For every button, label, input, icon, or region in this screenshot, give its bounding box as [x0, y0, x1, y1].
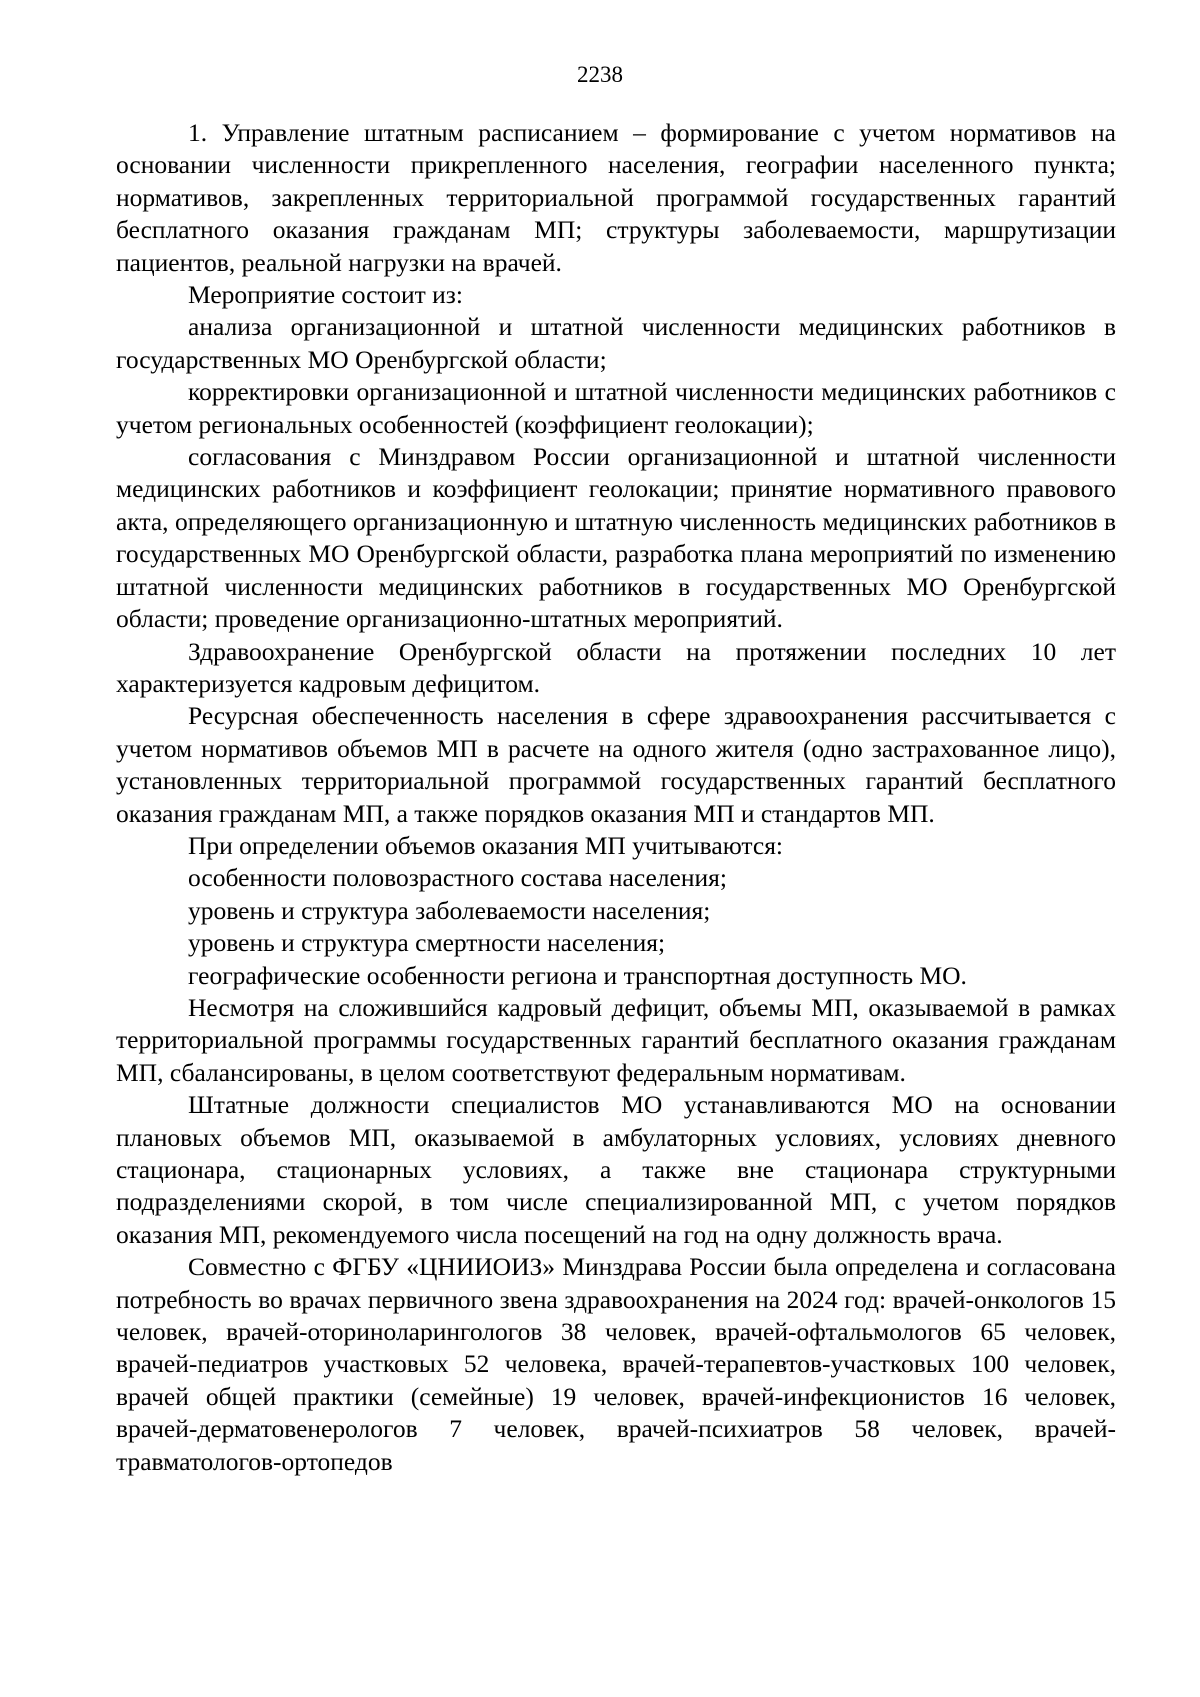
paragraph-volume-factors-intro: При определении объемов оказания МП учитываются:	[188, 830, 784, 860]
paragraph-balanced-volumes: Несмотря на сложившийся кадровый дефицит, объемы МП, оказываемой в рамках территориальной программы государственных гарантий бесплатного оказания гражданам МП, сбалансированы, в целом соответствуют федеральным нормативам.	[116, 992, 1116, 1087]
paragraph-factor-age-sex: особенности половозрастного состава населения;	[188, 863, 727, 893]
paragraph-doctor-demand: Совместно с ФГБУ «ЦНИИОИЗ» Минздрава России была определена и согласована потребность во врачах первичного звена здравоохранения на 2024 год: врачей-онкологов 15 человек, врачей-оториноларингологов 38 человек, врачей-офтальмологов 65 человек, врачей-педиатров участковых 52 человека, врачей-терапевтов-участковых 100 человек, врачей общей практики (семейные) 19 человек, врачей-инфекционистов 16 человек, врачей-дерматовенерологов 7 человек, врачей-психиатров 58 человек, врачей-травматологов-ортопедов	[116, 1252, 1116, 1476]
page-number: 2238	[577, 62, 623, 87]
paragraph-staff-positions: Штатные должности специалистов МО устанавливаются МО на основании плановых объемов МП, оказываемой в амбулаторных условиях, условиях дневного стационара, стационарных условиях, а также вне стационара структурными подразделениями скорой, в том числе специализированной МП, с учетом порядков оказания МП, рекомендуемого числа посещений на год на одну должность врача.	[116, 1090, 1116, 1249]
paragraph-approval: согласования с Минздравом России организационной и штатной численности медицинских работников и коэффициент геолокации; принятие нормативного правового акта, определяющего организационную и штатную численность медицинских работников в государственных МО Оренбургской области, разработка плана мероприятий по изменению штатной численности медицинских работников в государственных МО Оренбургской области; проведение организационно-штатных мероприятий.	[116, 442, 1116, 634]
paragraph-analysis: анализа организационной и штатной численности медицинских работников в государственных МО Оренбургской области;	[116, 312, 1116, 374]
paragraph-adjustment: корректировки организационной и штатной численности медицинских работников с учетом региональных особенностей (коэффициент геолокации);	[116, 377, 1116, 439]
paragraph-staffing-management: 1. Управление штатным расписанием – формирование с учетом нормативов на основании численности прикрепленного населения, географии населенного пункта; нормативов, закрепленных территориальной программой государственных гарантий бесплатного оказания гражданам МП; структуры заболеваемости, маршрутизации пациентов, реальной нагрузки на врачей.	[116, 118, 1116, 277]
paragraph-factor-morbidity: уровень и структура заболеваемости населения;	[188, 895, 711, 925]
paragraph-factor-geography: географические особенности региона и транспортная доступность МО.	[188, 960, 967, 990]
paragraph-measure-consists: Мероприятие состоит из:	[188, 280, 463, 310]
paragraph-staff-deficit: Здравоохранение Оренбургской области на протяжении последних 10 лет характеризуется кадровым дефицитом.	[116, 636, 1116, 698]
paragraph-factor-mortality: уровень и структура смертности населения;	[188, 928, 666, 958]
document-body	[116, 117, 1116, 1478]
paragraph-resource-provision: Ресурсная обеспеченность населения в сфере здравоохранения рассчитывается с учетом нормативов объемов МП в расчете на одного жителя (одно застрахованное лицо), установленных территориальной программой государственных гарантий бесплатного оказания гражданам МП, а также порядков оказания МП и стандартов МП.	[116, 701, 1116, 828]
